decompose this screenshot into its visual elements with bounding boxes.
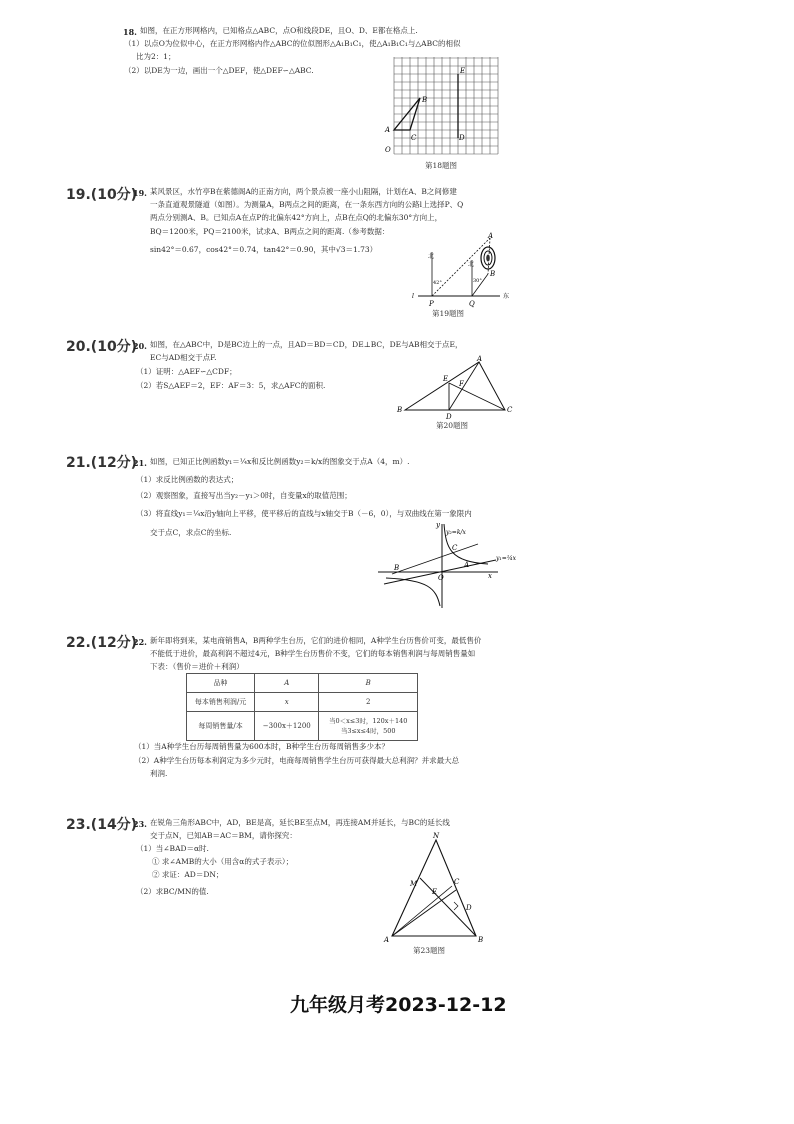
q19-label-angle1: 42°	[433, 280, 442, 286]
q23-line-6: （2）求BC/MN的值.	[136, 887, 209, 896]
q23-label-c: C	[454, 878, 460, 886]
page-footer-title: 九年级月考2023-12-12	[290, 994, 507, 1016]
q22-score: 22.(12分)	[66, 635, 138, 651]
table-cell: x	[255, 693, 319, 712]
q22-line-3: 下表：（售价＝进价＋利润）	[150, 662, 244, 671]
table-row	[187, 712, 418, 741]
q19-line-4: BQ＝1200米，PQ＝2100米，试求A、B两点之间的距离.（参考数据：	[150, 227, 390, 236]
q18-line-2: （1）以点O为位似中心，在正方形网格内作△ABC的位似图形△A₁B₁C₁，使△A₁B₁C₁与△ABC的相似	[124, 39, 461, 48]
q22-line-2: 不能低于进价，最高利润不超过4元，B种学生台历售价不变，它们的每本销售利润与每周销售量如	[150, 649, 476, 658]
q19-score: 19.(10分)	[66, 187, 138, 203]
q20-score: 20.(10分)	[66, 339, 138, 355]
q23-label-m: M	[410, 880, 418, 888]
table-cell: 每周销售量/本	[187, 712, 255, 741]
q18-label-a: A	[385, 126, 391, 134]
q19-line-5: sin42°＝0.67，cos42°＝0.74，tan42°＝0.90，其中√3＝1.73）	[150, 245, 378, 254]
q22-number: 22.	[133, 637, 147, 647]
q19-caption: 第19题图	[432, 309, 465, 318]
q18-label-c: C	[411, 134, 417, 142]
q22-question-1: （1）当A种学生台历每周销售量为600本时，B种学生台历每周销售多少本？	[134, 742, 390, 751]
q23-figure	[382, 828, 492, 946]
q20-figure	[393, 352, 523, 420]
q23-label-e: E	[432, 888, 438, 896]
q21-number: 21.	[133, 458, 147, 468]
q21-line-5: 交于点C，求点C的坐标.	[150, 528, 232, 537]
q19-label-p: P	[429, 300, 434, 308]
q18-grid-figure	[380, 52, 510, 164]
q21-figure	[378, 518, 528, 610]
q18-caption: 第18题图	[425, 161, 458, 170]
q19-line-2: 一条直道观景隧道（如图）。为测量A，B两点之间的距离，在一条东西方向的公路l上选择P、Q	[150, 200, 464, 209]
q20-number: 20.	[133, 341, 147, 351]
q18-line-4: （2）以DE为一边，画出一个△DEF，使△DEF∽△ABC.	[124, 66, 314, 75]
table-cell: 2	[319, 693, 418, 712]
q21-line-2: （1）求反比例函数的表达式；	[136, 475, 239, 484]
q20-caption: 第20题图	[436, 421, 469, 430]
q23-score: 23.(14分)	[66, 817, 138, 833]
table-header-cell: B	[319, 674, 418, 693]
q19-line-1: 某风景区，水竹亭B在紫德阁A的正南方向，两个景点被一座小山阻隔，计划在A、B之间修建	[150, 187, 457, 196]
table-row	[187, 693, 418, 712]
q21-score: 21.(12分)	[66, 455, 138, 471]
q21-line-3: （2）观察图象，直接写出当y₂－y₁＞0时，自变量x的取值范围；	[136, 491, 352, 500]
q20-label-a: A	[477, 355, 483, 363]
q21-label-f1: y₁=¼x	[496, 555, 517, 562]
q20-line-2: EC与AD相交于点F.	[150, 353, 217, 362]
q19-label-a: A	[488, 232, 494, 240]
q18-label-d: D	[459, 134, 465, 142]
table-header-cell: 品种	[187, 674, 255, 693]
q19-number: 19.	[133, 188, 147, 198]
q23-caption: 第23题图	[413, 946, 446, 955]
q19-label-angle2: 30°	[473, 278, 482, 284]
q21-label-c: C	[452, 544, 458, 552]
q18-label-b: B	[422, 96, 428, 104]
q20-label-c: C	[507, 406, 513, 414]
q19-line-3: 两点分别测A、B。已知点A在点P的北偏东42°方向上，点B在点Q的北偏东30°方向上，	[150, 213, 443, 222]
q23-label-d: D	[466, 904, 472, 912]
q22-line-1: 新年即将到来，某电商销售A，B两种学生台历，它们的进价相同，A种学生台历售价可变，最低售价	[150, 636, 482, 645]
q23-line-5: ② 求证：AD＝DN；	[152, 870, 224, 879]
q21-line-1: 如图，已知正比例函数y₁＝¼x和反比例函数y₂＝k/x的图象交于点A（4，m）.	[150, 457, 410, 466]
q21-label-o: O	[438, 574, 444, 582]
table-header-cell: A	[255, 674, 319, 693]
q20-line-3: （1）证明：△AEF∽△CDF；	[136, 367, 237, 376]
table-row	[187, 674, 418, 693]
q19-label-north1: 北	[428, 253, 435, 260]
q18-line-3: 比为2：1；	[136, 52, 176, 61]
q18-label-o: O	[385, 146, 391, 154]
q19-label-l: l	[412, 293, 414, 300]
q21-label-x: x	[488, 572, 492, 580]
q20-label-f: F	[459, 380, 464, 388]
q22-b-sales-case1: 当0＜x≤3时，120x＋140	[329, 717, 408, 725]
q19-figure	[410, 230, 520, 310]
q19-label-b: B	[490, 270, 496, 278]
q20-line-1: 如图，在△ABC中，D是BC边上的一点，且AD＝BD＝CD，DE⊥BC，DE与AB相交于点E，	[150, 340, 463, 349]
q23-label-b: B	[478, 936, 484, 944]
table-cell	[319, 712, 418, 741]
q18-label-e: E	[460, 67, 466, 75]
q21-line-4: （3）将直线y₁＝¼x沿y轴向上平移，使平移后的直线与x轴交于B（－6，0），与双曲线在第一象限内	[136, 509, 472, 518]
q23-label-a: A	[384, 936, 390, 944]
q22-table	[186, 673, 418, 741]
q19-label-east: 东	[503, 293, 510, 300]
q19-label-north2: 北	[468, 261, 475, 268]
q23-label-n: N	[433, 832, 440, 840]
q23-line-2: 交于点N，已知AB＝AC＝BM，请你探究：	[150, 831, 297, 840]
q22-b-sales-case2: 当3≤x≤4时，500	[340, 727, 396, 735]
q23-number: 23.	[133, 819, 147, 829]
q23-line-4: ① 求∠AMB的大小（用含α的式子表示）；	[152, 857, 294, 866]
q20-label-b: B	[397, 406, 403, 414]
q21-label-b: B	[394, 564, 400, 572]
table-cell: 每本销售利润/元	[187, 693, 255, 712]
q18-grid	[394, 57, 498, 154]
q20-label-e: E	[443, 375, 449, 383]
q18-number: 18.	[123, 27, 137, 37]
q21-label-a: A	[464, 561, 470, 569]
q22-question-3: 利润.	[150, 769, 168, 778]
q21-label-f2: y₂=k/x	[446, 529, 466, 536]
q23-line-3: （1）当∠BAD＝α时.	[136, 844, 209, 853]
q18-line-1: 如图，在正方形网格内，已知格点△ABC，点O和线段DE，且O、D、E都在格点上.	[140, 26, 418, 35]
q21-label-y: y	[436, 521, 440, 529]
q22-question-2: （2）A种学生台历每本利润定为多少元时，电商每周销售学生台历可获得最大总利润？并求最大总	[134, 756, 460, 765]
q19-label-q: Q	[469, 300, 475, 308]
q20-line-4: （2）若S△AEF＝2，EF：AF＝3：5，求△AFC的面积.	[136, 381, 326, 390]
q23-line-1: 在锐角三角形ABC中，AD，BE是高，延长BE至点M，再连接AM并延长，与BC的延长线	[150, 818, 450, 827]
q20-label-d: D	[446, 413, 452, 420]
table-cell: −300x＋1200	[255, 712, 319, 741]
